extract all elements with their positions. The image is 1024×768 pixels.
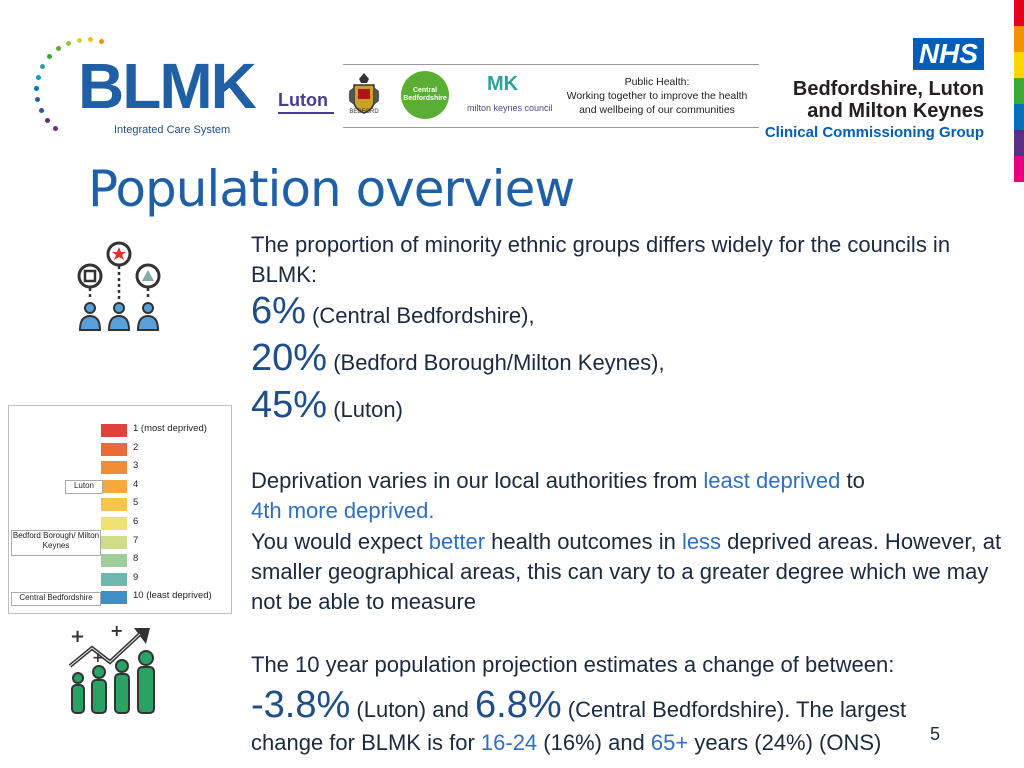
- projection-text: change for BLMK is for: [251, 730, 481, 755]
- dep-text: You would expect: [251, 529, 429, 554]
- nhs-line-2: and Milton Keynes: [807, 100, 984, 122]
- nhs-line-3: Clinical Commissioning Group: [764, 124, 984, 141]
- deprivation-label-1: 1 (most deprived): [133, 423, 207, 434]
- ethnic-groups-icon: [72, 240, 166, 334]
- strip-pink: [1014, 156, 1024, 182]
- blmk-wordmark: BLMK: [78, 50, 255, 122]
- deprivation-label-8: 8: [133, 553, 139, 565]
- svg-text:+: +: [70, 626, 86, 647]
- page-title: Population overview: [88, 160, 575, 218]
- projection-text: years (24%) (ONS): [688, 730, 882, 755]
- dep-highlight-4th-more-deprived: 4th more deprived.: [251, 498, 435, 523]
- deprivation-label-9: 9: [133, 571, 139, 583]
- deprivation-label-4: 4: [133, 478, 139, 490]
- nhs-ccg-logo: [764, 38, 984, 144]
- dep-text: Deprivation varies in our local authorities from: [251, 468, 704, 493]
- deprivation-swatch-10: [101, 591, 127, 604]
- deprivation-tag-2: Bedford Borough/ Milton Keynes: [11, 530, 101, 556]
- luton-logo-underline: [278, 112, 334, 114]
- deprivation-paragraph-2: [251, 527, 1011, 617]
- projection-highlight-16-24: 16-24: [480, 730, 538, 755]
- deprivation-swatch-6: [101, 517, 127, 530]
- projection-text: (Central Bedfordshire). The largest: [561, 697, 907, 722]
- strip-yellow: [1014, 52, 1024, 78]
- dep-text: deprived areas. However, at smaller geographical areas, this can vary to a greater degree which we may not be able to measure: [251, 529, 1002, 614]
- deprivation-swatch-9: [101, 573, 127, 586]
- mk-label: milton keynes council: [467, 103, 553, 113]
- stat-central-bedfordshire: [251, 290, 535, 332]
- deprivation-tag-3: Central Bedfordshire: [11, 592, 101, 606]
- blmk-logo: [30, 36, 270, 142]
- deprivation-label-10: 10 (least deprived): [133, 590, 212, 602]
- projection-luton-value: -3.8%: [251, 684, 351, 726]
- deprivation-swatch-1: [101, 424, 127, 437]
- deprivation-swatch-3: [101, 461, 127, 474]
- stat-value: 6%: [251, 290, 306, 332]
- deprivation-label-7: 7: [133, 534, 139, 546]
- stat-label: (Luton): [333, 397, 403, 422]
- svg-text:+: +: [92, 650, 104, 666]
- projection-text: (16%) and: [537, 730, 651, 755]
- projection-largest-change: [251, 728, 1021, 758]
- color-strip: [1014, 0, 1024, 182]
- deprivation-swatch-8: [101, 554, 127, 567]
- dep-text: health outcomes in: [485, 529, 682, 554]
- projection-central-beds-value: 6.8%: [475, 684, 562, 726]
- projection-intro: The 10 year population projection estimates a change of between:: [251, 652, 895, 677]
- strip-green: [1014, 78, 1024, 104]
- deprivation-swatch-5: [101, 498, 127, 511]
- projection-text: (Luton) and: [350, 697, 476, 722]
- slide-number: 5: [930, 724, 941, 744]
- central-bedfordshire-logo: Central Bedfordshire: [401, 71, 449, 119]
- deprivation-swatch-2: [101, 443, 127, 456]
- stat-value: 20%: [251, 337, 328, 379]
- stat-label: (Central Bedfordshire),: [312, 303, 535, 328]
- bedford-label: BEDFORD: [349, 109, 379, 115]
- deprivation-legend: [8, 405, 232, 614]
- luton-logo: Luton: [278, 90, 328, 110]
- stat-label: (Bedford Borough/Milton Keynes),: [333, 350, 665, 375]
- deprivation-tag-1: Luton: [65, 480, 103, 494]
- public-health-line-2: Working together to improve the health: [566, 90, 748, 102]
- blmk-subtitle: Integrated Care System: [114, 124, 231, 136]
- deprivation-label-3: 3: [133, 460, 139, 472]
- deprivation-label-2: 2: [133, 441, 139, 453]
- public-health-line-1: Public Health:: [624, 76, 690, 88]
- strip-red: [1014, 0, 1024, 26]
- nhs-badge: NHS: [913, 38, 984, 70]
- deprivation-label-5: 5: [133, 497, 139, 509]
- svg-text:+: +: [110, 622, 124, 640]
- milton-keynes-logo: [465, 71, 553, 121]
- deprivation-paragraph-1: [251, 466, 1011, 526]
- dep-highlight-better: better: [428, 529, 486, 554]
- mk-mark: MK: [487, 73, 519, 95]
- population-growth-icon: [66, 622, 162, 718]
- projection-values: [251, 684, 1021, 726]
- council-logos: [343, 64, 759, 128]
- public-health-text: [557, 75, 757, 117]
- dep-highlight-less: less: [681, 529, 722, 554]
- stat-value: 45%: [251, 384, 328, 426]
- dep-highlight-least-deprived: least deprived: [703, 468, 841, 493]
- deprivation-swatch-4: [101, 480, 127, 493]
- projection-highlight-65-plus: 65+: [650, 730, 689, 755]
- strip-blue: [1014, 104, 1024, 130]
- ethnic-intro: The proportion of minority ethnic groups differs widely for the councils in BLMK:: [251, 232, 951, 287]
- strip-purple: [1014, 130, 1024, 156]
- nhs-line-1: Bedfordshire, Luton: [792, 78, 984, 100]
- strip-orange: [1014, 26, 1024, 52]
- stat-luton: [251, 384, 403, 426]
- dep-text: to: [840, 468, 865, 493]
- public-health-line-3: and wellbeing of our communities: [579, 104, 735, 116]
- stat-bedford-milton-keynes: [251, 337, 665, 379]
- deprivation-label-6: 6: [133, 516, 139, 527]
- deprivation-swatch-7: [101, 536, 127, 549]
